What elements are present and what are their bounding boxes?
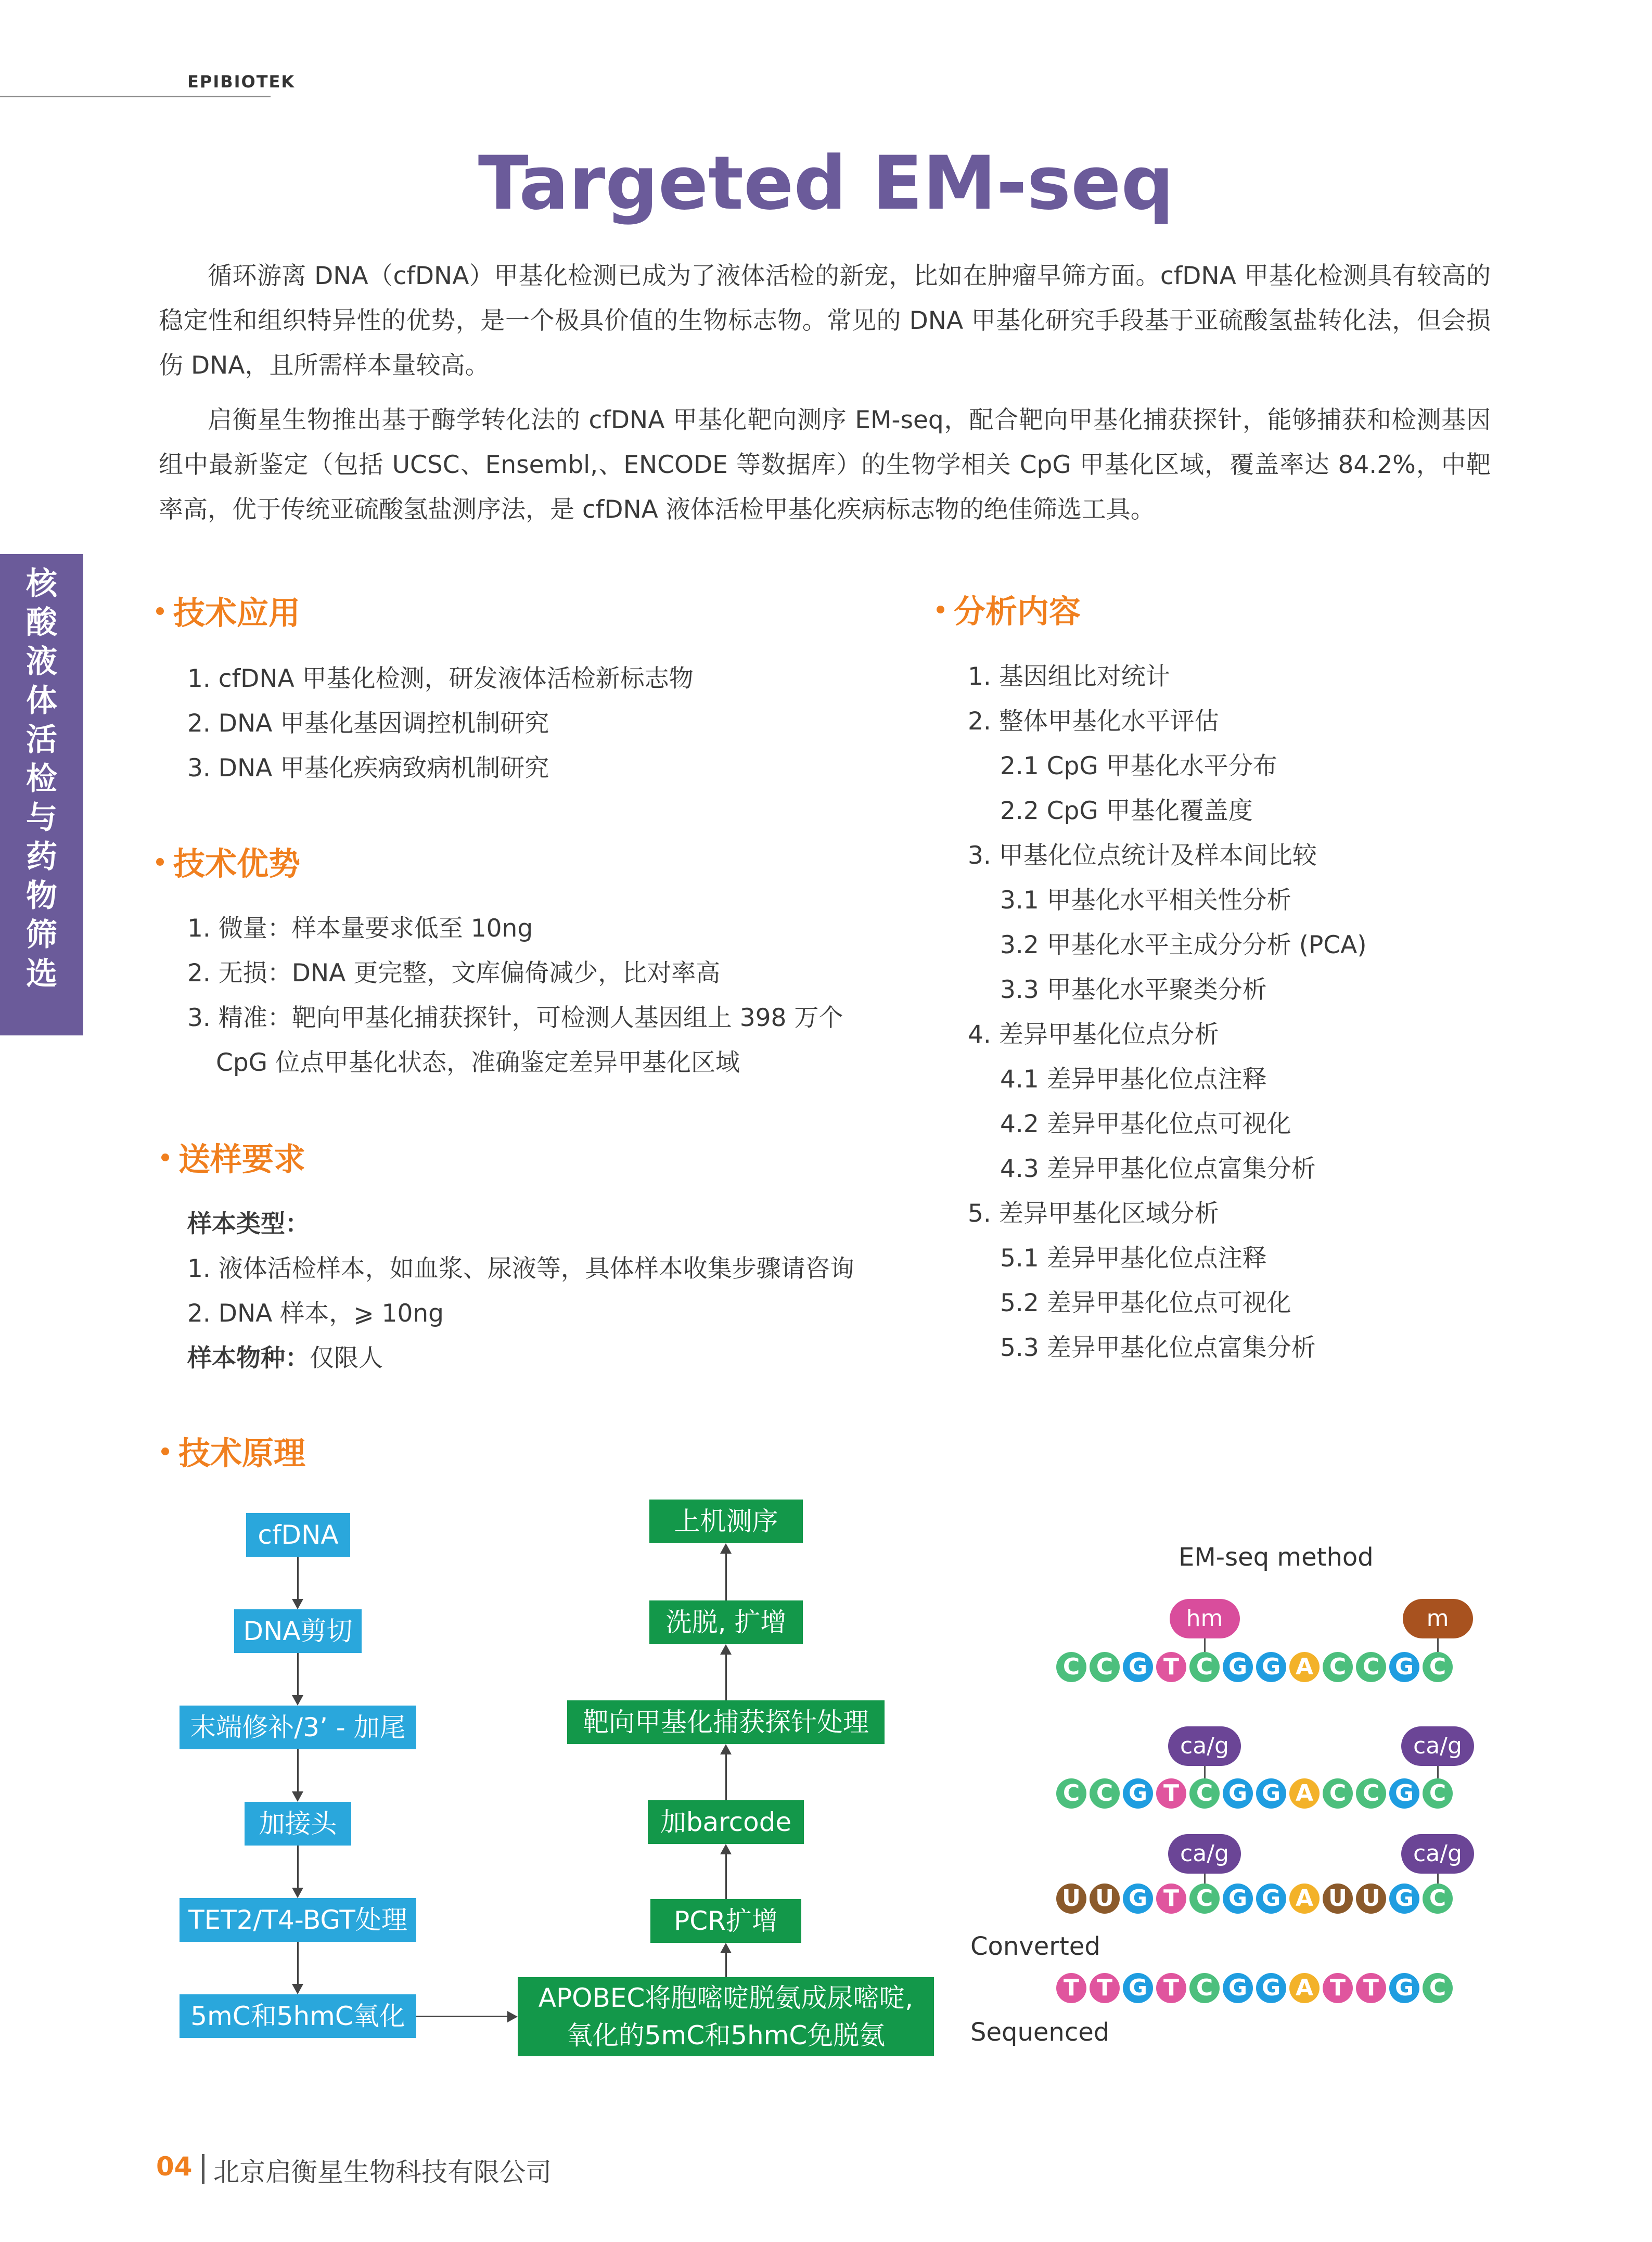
modification-tag: ca/g (1401, 1726, 1474, 1766)
base-u-circle: U (1056, 1884, 1086, 1914)
base-g-circle: G (1223, 1652, 1253, 1682)
list-item: 4.1 差异甲基化位点注释 (1000, 1065, 1267, 1094)
flow-step-elute: 洗脱, 扩增 (649, 1600, 803, 1644)
label-sequenced: Sequenced (970, 2018, 1110, 2047)
flow-arrow-head (292, 1984, 303, 1994)
list-item: 1. 液体活检样本，如血浆、尿液等，具体样本收集步骤请咨询 (187, 1254, 854, 1283)
flow-arrow-head (720, 1644, 732, 1655)
base-g-circle: G (1223, 1973, 1253, 2003)
list-item: 3. DNA 甲基化疾病致病机制研究 (187, 754, 549, 783)
list-item: 5.1 差异甲基化位点注释 (1000, 1244, 1267, 1273)
base-c-circle: C (1090, 1652, 1120, 1682)
list-item: 5.2 差异甲基化位点可视化 (1000, 1289, 1291, 1317)
flow-step-adapter: 加接头 (245, 1802, 351, 1846)
base-t-circle: T (1356, 1973, 1386, 2003)
bullet-dot (161, 1154, 169, 1161)
base-a-circle: A (1289, 1778, 1320, 1809)
flow-arrow-line (297, 1942, 299, 1984)
sample-type-label: 样本类型： (187, 1210, 310, 1238)
flow-arrow-line (725, 1754, 727, 1800)
flow-arrow-head (720, 1943, 732, 1953)
base-c-circle: C (1189, 1973, 1220, 2003)
flow-step-capture: 靶向甲基化捕获探针处理 (567, 1700, 885, 1744)
list-item: 4. 差异甲基化位点分析 (968, 1020, 1219, 1049)
bullet-dot (156, 858, 164, 866)
brand-logo-text: EPIBIOTEK (187, 72, 296, 92)
base-g-circle: G (1389, 1973, 1419, 2003)
flow-step-tet2: TET2/T4-BGT处理 (180, 1898, 416, 1942)
modification-tag: hm (1170, 1599, 1240, 1638)
flow-arrow-line (297, 1653, 299, 1695)
applications-list (187, 657, 694, 791)
base-c-circle: C (1189, 1778, 1220, 1809)
sample-species-label: 样本物种： (187, 1344, 310, 1373)
list-item: 5. 差异甲基化区域分析 (968, 1199, 1219, 1228)
base-c-circle: C (1323, 1652, 1353, 1682)
flow-arrow-head (507, 2011, 518, 2022)
list-item: 2. 无损：DNA 更完整，文库偏倚减少，比对率高 (187, 959, 721, 988)
modification-tag: ca/g (1168, 1834, 1241, 1874)
base-c-circle: C (1423, 1884, 1453, 1914)
section-advantages-heading (156, 839, 300, 884)
list-item: 1. cfDNA 甲基化检测，研发液体活检新标志物 (187, 664, 694, 693)
bullet-dot (156, 607, 164, 615)
section-applications-heading (156, 588, 300, 633)
tag-stem (1437, 1874, 1439, 1884)
page-title: Targeted EM-seq (478, 140, 1174, 226)
base-t-circle: T (1156, 1884, 1186, 1914)
footer-company: 北京启衡星生物科技有限公司 (213, 2157, 552, 2187)
section-sample-heading (161, 1134, 305, 1180)
list-item: 1. 微量：样本量要求低至 10ng (187, 914, 533, 943)
base-g-circle: G (1123, 1652, 1153, 1682)
section-sample-title: 送样要求 (178, 1141, 306, 1178)
flow-arrow-head (292, 1888, 303, 1898)
base-t-circle: T (1156, 1778, 1186, 1809)
base-g-circle: G (1256, 1778, 1286, 1809)
list-item: 3.2 甲基化水平主成分分析 (PCA) (1000, 931, 1367, 959)
base-t-circle: T (1090, 1973, 1120, 2003)
base-c-circle: C (1423, 1778, 1453, 1809)
flow-step-barcode: 加barcode (648, 1800, 804, 1844)
flow-step-shear: DNA剪切 (234, 1609, 362, 1653)
list-item: 3.3 甲基化水平聚类分析 (1000, 976, 1267, 1004)
section-analysis-title: 分析内容 (954, 593, 1081, 630)
analysis-list (968, 655, 1367, 1370)
base-a-circle: A (1289, 1652, 1320, 1682)
base-c-circle: C (1056, 1652, 1086, 1682)
flow-arrow-line (297, 1846, 299, 1888)
flow-arrow-line (297, 1557, 299, 1599)
list-item: 2. 整体甲基化水平评估 (968, 707, 1219, 736)
footer-divider (202, 2154, 204, 2184)
flow-arrow-line (725, 1854, 727, 1899)
base-u-circle: U (1323, 1884, 1353, 1914)
flow-arrow-line (725, 1554, 727, 1600)
page-number: 04 (156, 2151, 193, 2182)
flow-step-pcr: PCR扩增 (650, 1899, 801, 1943)
flow-arrow-head (720, 1744, 732, 1754)
sample-list (187, 1202, 854, 1381)
side-tab-label: 核 酸 液 体 活 检 与 药 物 筛 选 (26, 566, 57, 992)
list-item: 3.1 甲基化水平相关性分析 (1000, 886, 1291, 915)
section-analysis-heading (937, 586, 1081, 632)
base-g-circle: G (1389, 1778, 1419, 1809)
tag-stem (1204, 1766, 1206, 1778)
list-item: 5.3 差异甲基化位点富集分析 (1000, 1334, 1316, 1362)
base-g-circle: G (1123, 1973, 1153, 2003)
base-g-circle: G (1123, 1778, 1153, 1809)
modification-tag: ca/g (1401, 1834, 1474, 1874)
base-u-circle: U (1356, 1884, 1386, 1914)
base-c-circle: C (1356, 1778, 1386, 1809)
list-item: 3. 甲基化位点统计及样本间比较 (968, 841, 1317, 870)
list-item: 3. 精准：靶向甲基化捕获探针，可检测人基因组上 398 万个 (187, 1004, 843, 1032)
list-item: 4.2 差异甲基化位点可视化 (1000, 1110, 1291, 1138)
base-c-circle: C (1423, 1973, 1453, 2003)
base-c-circle: C (1056, 1778, 1086, 1809)
label-converted: Converted (970, 1932, 1100, 1961)
base-a-circle: A (1289, 1884, 1320, 1914)
base-g-circle: G (1256, 1884, 1286, 1914)
tag-stem (1204, 1638, 1206, 1652)
flow-arrow-head (720, 1844, 732, 1854)
base-u-circle: U (1090, 1884, 1120, 1914)
base-t-circle: T (1156, 1652, 1186, 1682)
base-c-circle: C (1356, 1652, 1386, 1682)
section-applications-title: 技术应用 (173, 595, 301, 632)
list-item: 4.3 差异甲基化位点富集分析 (1000, 1155, 1316, 1183)
list-item: 2. DNA 样本，⩾ 10ng (187, 1299, 444, 1328)
flow-step-apobec (518, 1977, 934, 2056)
base-g-circle: G (1123, 1884, 1153, 1914)
tag-stem (1437, 1766, 1439, 1778)
advantages-list (187, 906, 843, 1085)
intro-paragraph-2: 启衡星生物推出基于酶学转化法的 cfDNA 甲基化靶向测序 EM-seq，配合靶向甲基化捕获探针，能够捕获和检测基因组中最新鉴定（包括 UCSC、Ensembl,、ENCODE 等数据库）的生物学相关 CpG 甲基化区域，覆盖率达 84.2%，中靶率高，优于传统亚硫酸氢盐测序法，是 cfDNA 液体活检甲基化疾病标志物的绝佳筛选工具。 (159, 406, 1491, 524)
list-item: 2.1 CpG 甲基化水平分布 (1000, 752, 1277, 780)
base-g-circle: G (1223, 1884, 1253, 1914)
flow-step-end-repair: 末端修补/3’ - 加尾 (180, 1706, 416, 1749)
flow-step-oxidation: 5mC和5hmC氧化 (180, 1994, 416, 2038)
flow-arrow-head (292, 1791, 303, 1802)
base-g-circle: G (1256, 1973, 1286, 2003)
base-g-circle: G (1389, 1652, 1419, 1682)
flow-arrow-head (292, 1599, 303, 1609)
flow-step-cfdna: cfDNA (246, 1513, 350, 1557)
list-item: CpG 位点甲基化状态，准确鉴定差异甲基化区域 (216, 1048, 740, 1077)
modification-tag: m (1403, 1599, 1473, 1638)
sample-species-value: 仅限人 (310, 1344, 383, 1373)
base-c-circle: C (1189, 1652, 1220, 1682)
base-t-circle: T (1156, 1973, 1186, 2003)
flow-arrow-head (292, 1695, 303, 1706)
base-g-circle: G (1223, 1778, 1253, 1809)
base-a-circle: A (1289, 1973, 1320, 2003)
flow-arrow-line (297, 1749, 299, 1791)
base-c-circle: C (1423, 1652, 1453, 1682)
section-principle-heading (161, 1428, 305, 1474)
base-g-circle: G (1256, 1652, 1286, 1682)
flow-arrow-line (416, 2016, 507, 2017)
section-principle-title: 技术原理 (178, 1435, 306, 1472)
bullet-dot (161, 1447, 169, 1455)
tag-stem (1437, 1638, 1439, 1652)
base-c-circle: C (1189, 1884, 1220, 1914)
flow-arrow-head (720, 1543, 732, 1554)
list-item: 2. DNA 甲基化基因调控机制研究 (187, 709, 549, 738)
flow-step-apobec-line1: APOBEC将胞嘧啶脱氨成尿嘧啶, (538, 1983, 914, 2013)
bullet-dot (937, 606, 944, 613)
flow-arrow-line (725, 1655, 727, 1700)
header-rule (0, 96, 271, 97)
flow-step-apobec-line2: 氧化的5mC和5hmC免脱氨 (566, 2020, 886, 2051)
tag-stem (1204, 1874, 1206, 1884)
list-item: 1. 基因组比对统计 (968, 662, 1170, 691)
emseq-title: EM-seq method (1179, 1543, 1374, 1572)
base-t-circle: T (1323, 1973, 1353, 2003)
base-c-circle: C (1090, 1778, 1120, 1809)
intro-paragraph-1: 循环游离 DNA（cfDNA）甲基化检测已成为了液体活检的新宠，比如在肿瘤早筛方面。cfDNA 甲基化检测具有较高的稳定性和组织特异性的优势，是一个极具价值的生物标志物。常见的 DNA 甲基化研究手段基于亚硫酸氢盐转化法，但会损伤 DNA，且所需样本量较高。 (159, 262, 1491, 380)
base-t-circle: T (1056, 1973, 1086, 2003)
section-advantages-title: 技术优势 (173, 845, 301, 882)
flow-step-sequencing: 上机测序 (649, 1500, 803, 1543)
base-c-circle: C (1323, 1778, 1353, 1809)
flow-arrow-line (725, 1953, 727, 1977)
list-item: 2.2 CpG 甲基化覆盖度 (1000, 797, 1253, 825)
modification-tag: ca/g (1168, 1726, 1241, 1766)
base-g-circle: G (1389, 1884, 1419, 1914)
